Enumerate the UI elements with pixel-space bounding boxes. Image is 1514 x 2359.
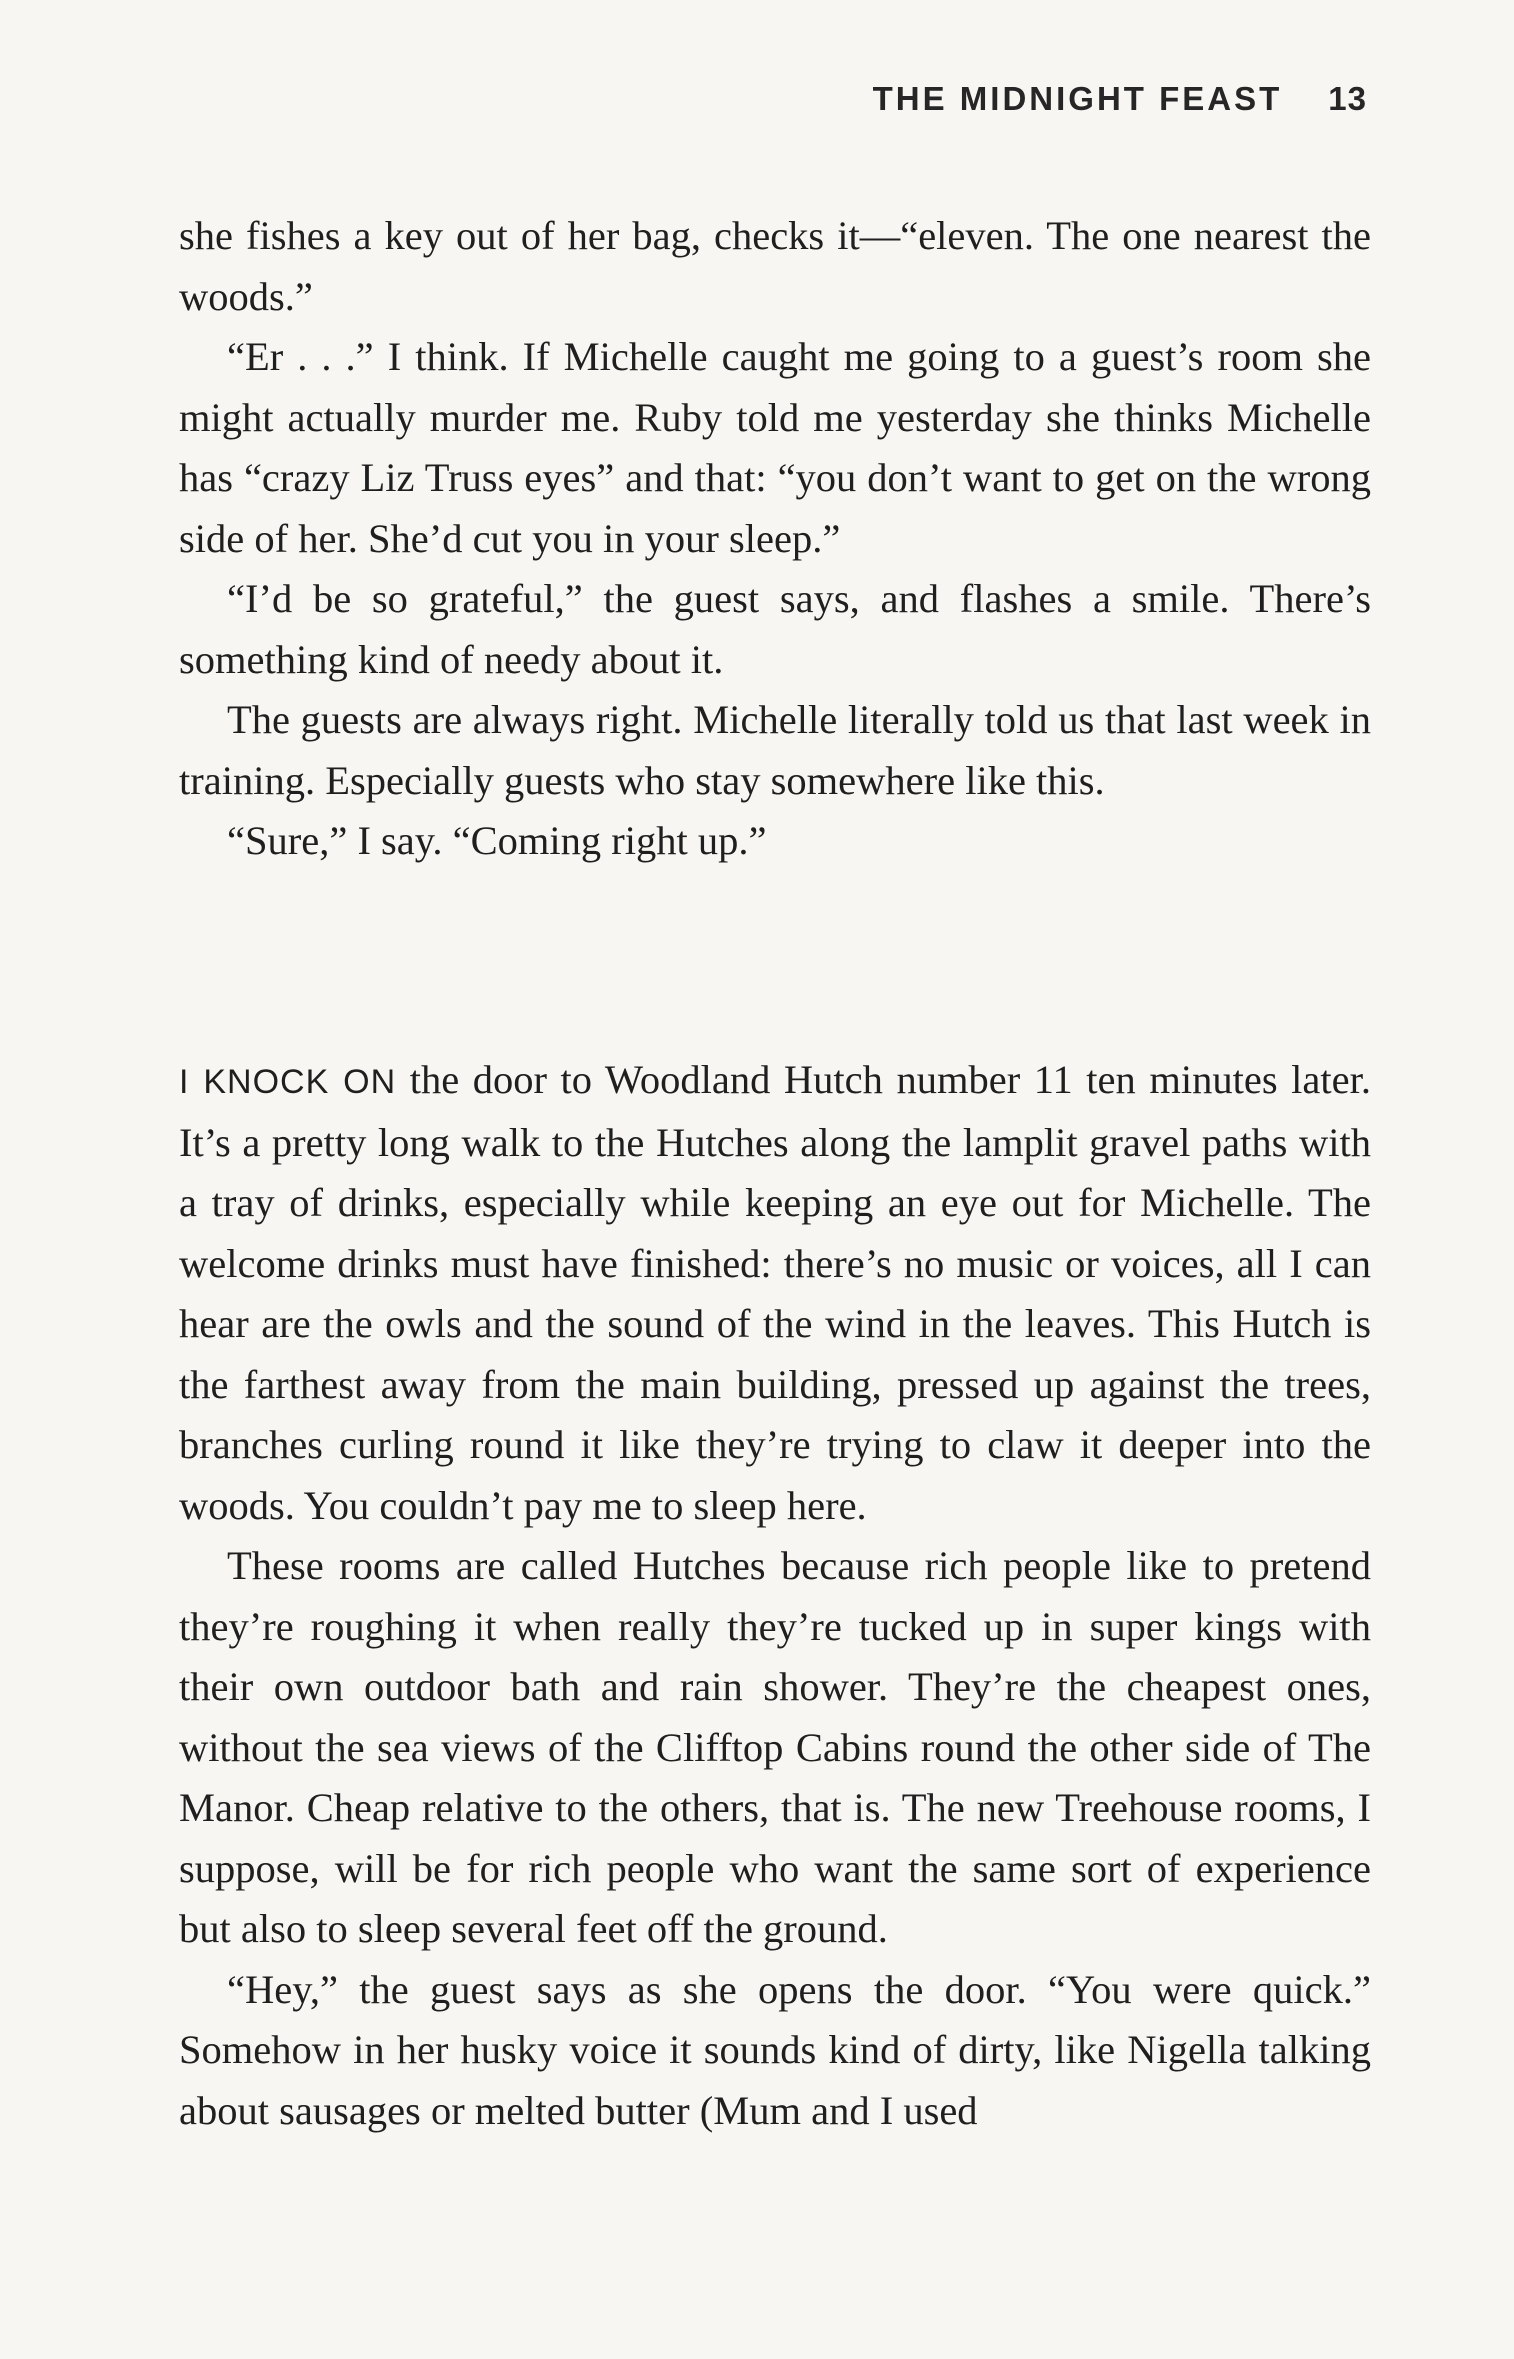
paragraph: “Sure,” I say. “Coming right up.” — [227, 818, 767, 863]
page-number: 13 — [1328, 80, 1367, 117]
section-lead-in: I KNOCK ON — [179, 1063, 397, 1101]
paragraph: The guests are always right. Michelle literally told us that last week in training. Especially guests who stay somewhere like this. — [179, 697, 1371, 803]
opening-paragraph-text: the door to Woodland Hutch number 11 ten minutes later. It’s a pretty long walk to the Hutches along the lamplit gravel paths with a tray of drinks, especially while keeping an eye out for Michelle. The welcome drinks must have finished: there’s no music or voices, all I can hear are the owls and the sound of the wind in the leaves. This Hutch is the farthest away from the main building, pressed up against the trees, branches curling round it like they’re trying to claw it deeper into the woods. You couldn’t pay me to sleep here. — [179, 1057, 1371, 1528]
paragraph: “Er . . .” I think. If Michelle caught me going to a guest’s room she might actually murder me. Ruby told me yesterday she thinks Michelle has “crazy Liz Truss eyes” and that: “you don’t want to get on the wrong side of her. She’d cut you in your sleep.” — [179, 334, 1371, 561]
paragraph: she fishes a key out of her bag, checks it—“eleven. The one nearest the woods.” — [179, 213, 1371, 319]
running-head-title: THE MIDNIGHT FEAST — [872, 80, 1283, 117]
paragraph: “I’d be so grateful,” the guest says, and flashes a smile. There’s something kind of needy about it. — [179, 576, 1371, 682]
section-opening-paragraph — [179, 1050, 1371, 1536]
paragraph: “Hey,” the guest says as she opens the door. “You were quick.” Somehow in her husky voice it sounds kind of dirty, like Nigella talking about sausages or melted butter (Mum and I used — [179, 1966, 1371, 2133]
section-1-text — [179, 206, 1371, 872]
paragraph: These rooms are called Hutches because rich people like to pretend they’re roughing it when really they’re tucked up in super kings with their own outdoor bath and rain shower. They’re the cheapest ones, without the sea views of the Clifftop Cabins round the other side of The Manor. Cheap relative to the others, that is. The new Treehouse rooms, I suppose, will be for rich people who want the same sort of experience but also to sleep several feet off the ground. — [179, 1543, 1371, 1951]
running-head — [873, 80, 1367, 118]
section-2-text — [179, 1050, 1371, 2141]
